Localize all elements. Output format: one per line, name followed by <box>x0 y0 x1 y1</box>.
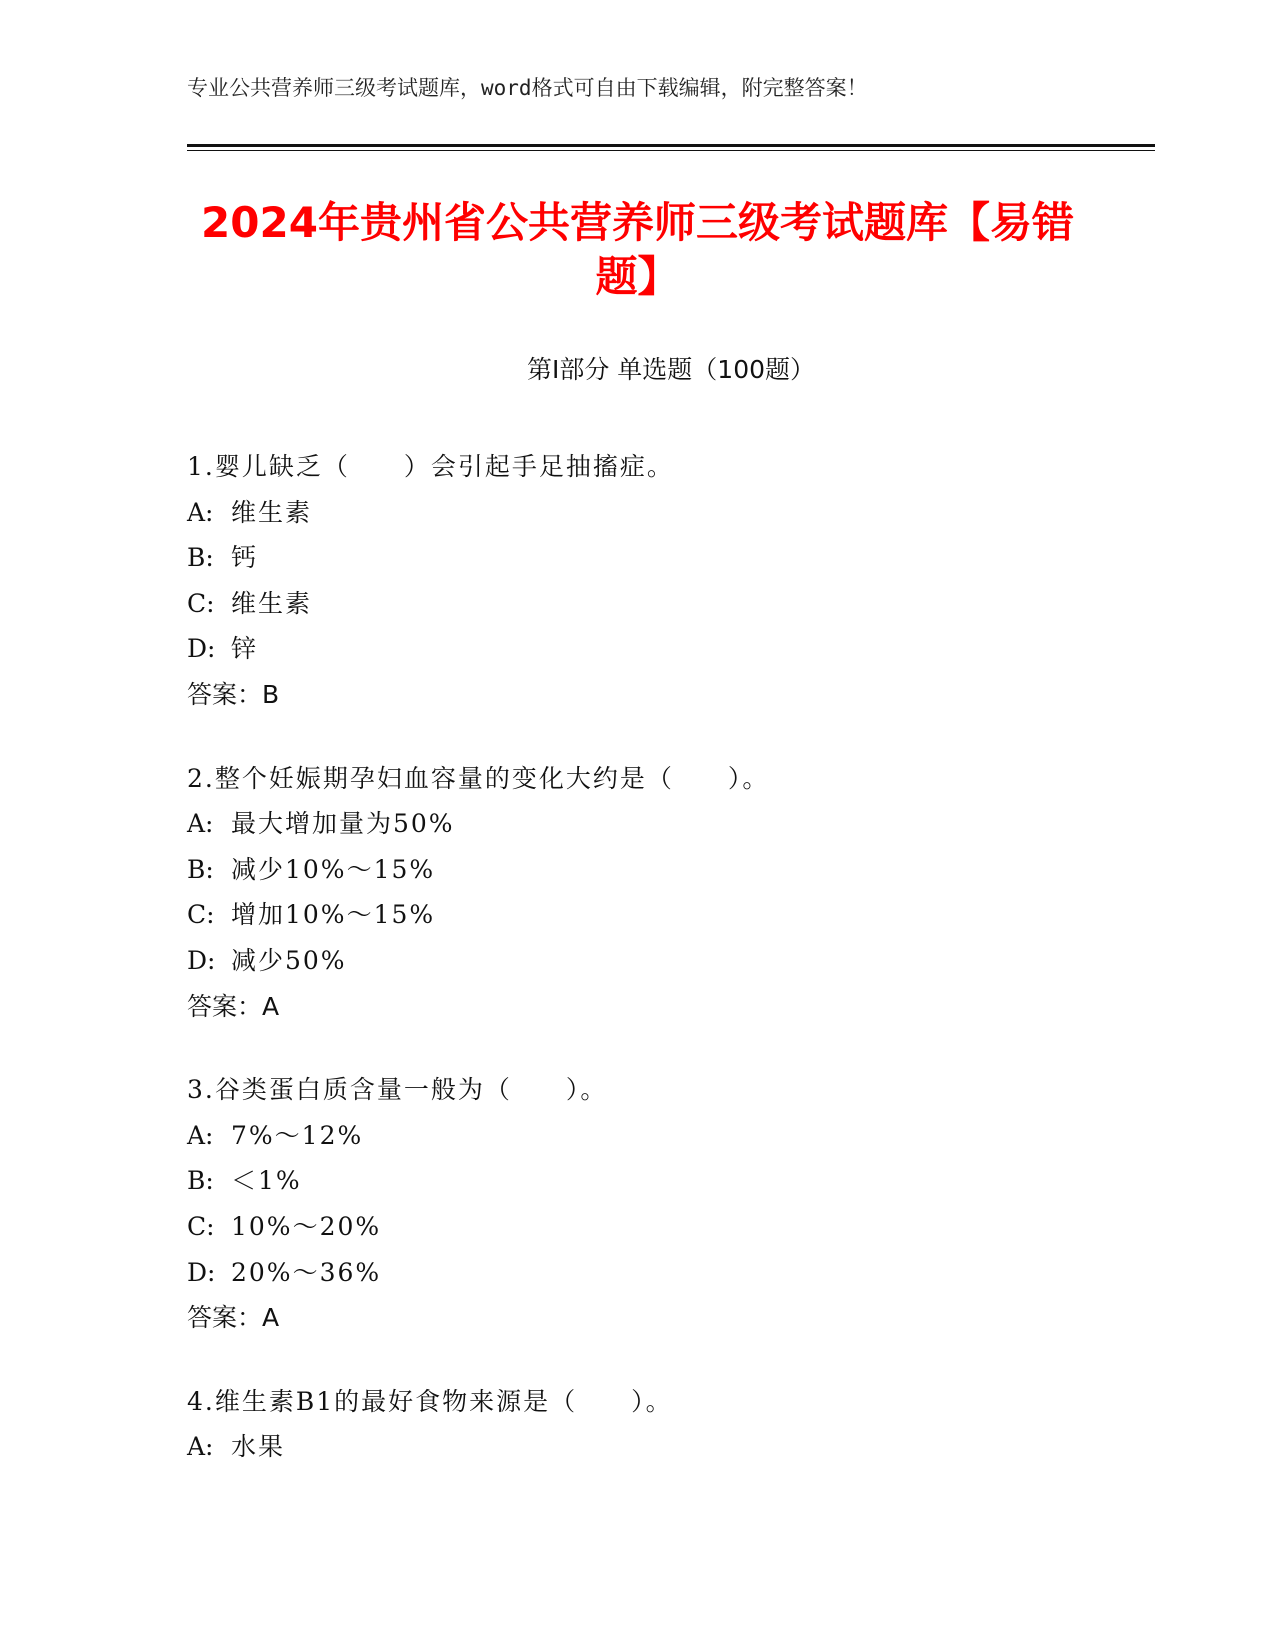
option-c <box>187 581 1155 627</box>
option-letter: A: <box>187 1120 214 1150</box>
option-text: 维生素 <box>231 497 313 527</box>
option-letter: D: <box>187 634 216 664</box>
option-letter: D: <box>187 945 216 975</box>
document-title: 2024年贵州省公共营养师三级考试题库【易错题】 <box>201 198 1074 301</box>
option-a <box>187 801 1155 847</box>
option-text: 减少50% <box>231 945 347 975</box>
question-stem: 2.整个妊娠期孕妇血容量的变化大约是（ ）。 <box>187 763 770 793</box>
option-text: 10%～20% <box>231 1211 382 1241</box>
option-letter: C: <box>187 900 215 930</box>
option-text: 增加10%～15% <box>231 900 436 930</box>
option-text: 20%～36% <box>231 1257 382 1287</box>
question-2 <box>187 756 1155 1030</box>
option-d <box>187 938 1155 984</box>
answer: 答案：A <box>187 991 280 1021</box>
question-4 <box>187 1379 1155 1470</box>
section-title: 第I部分 单选题（100题） <box>526 355 816 384</box>
question-list <box>187 444 1155 1508</box>
answer: 答案：A <box>187 1303 280 1333</box>
header-note: 专业公共营养师三级考试题库，word格式可自由下载编辑，附完整答案！ <box>187 76 868 100</box>
option-b <box>187 535 1155 581</box>
option-d <box>187 1250 1155 1296</box>
option-letter: A: <box>187 1432 214 1462</box>
option-letter: A: <box>187 497 214 527</box>
option-text: 7%～12% <box>231 1120 364 1150</box>
option-letter: D: <box>187 1257 216 1287</box>
option-text: 维生素 <box>231 588 313 618</box>
option-text: 水果 <box>231 1432 286 1462</box>
option-d <box>187 626 1155 672</box>
option-letter: B: <box>187 854 214 884</box>
option-text: 最大增加量为50% <box>231 809 455 839</box>
answer: 答案：B <box>187 679 280 709</box>
option-a <box>187 490 1155 536</box>
option-letter: C: <box>187 1211 215 1241</box>
question-stem: 4.维生素B1的最好食物来源是（ ）。 <box>187 1386 673 1416</box>
question-3 <box>187 1067 1155 1341</box>
option-a <box>187 1113 1155 1159</box>
option-b <box>187 1158 1155 1204</box>
option-b <box>187 847 1155 893</box>
option-text: 减少10%～15% <box>231 854 436 884</box>
option-c <box>187 892 1155 938</box>
header-rule-thick <box>187 144 1155 147</box>
option-text: 钙 <box>231 543 259 573</box>
question-stem: 3.谷类蛋白质含量一般为（ ）。 <box>187 1075 608 1105</box>
question-stem: 1.婴儿缺乏（ ）会引起手足抽搐症。 <box>187 452 674 481</box>
question-1 <box>187 444 1155 718</box>
option-letter: A: <box>187 809 214 839</box>
option-c <box>187 1204 1155 1250</box>
option-letter: B: <box>187 1166 214 1196</box>
option-a <box>187 1424 1155 1470</box>
header-rule-thin <box>187 150 1155 151</box>
option-letter: C: <box>187 588 215 618</box>
option-text: ＜1% <box>231 1166 302 1196</box>
option-letter: B: <box>187 543 214 573</box>
option-text: 锌 <box>231 634 259 664</box>
